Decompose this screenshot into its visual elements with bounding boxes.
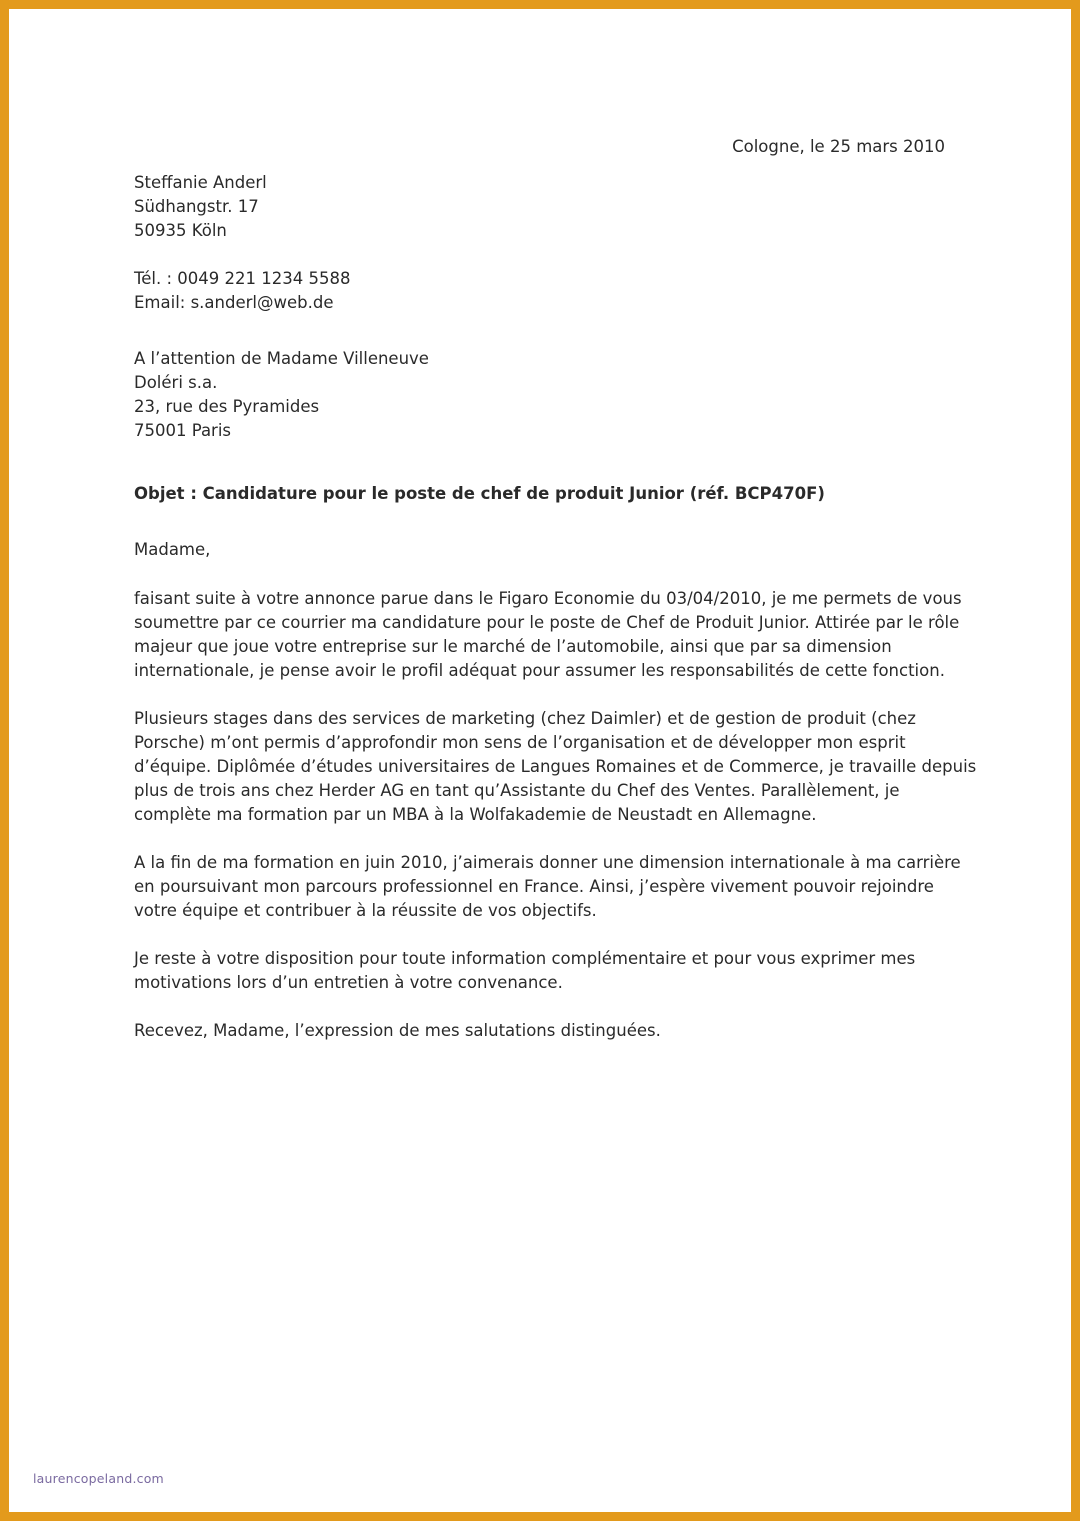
recipient-company: Doléri s.a. bbox=[134, 373, 218, 392]
paragraph-line: majeur que joue votre entreprise sur le marché de l’automobile, ainsi que par sa dimension bbox=[134, 637, 892, 656]
paragraph-line: Plusieurs stages dans des services de marketing (chez Daimler) et de gestion de produit (chez bbox=[134, 709, 916, 728]
sender-street: Südhangstr. 17 bbox=[134, 197, 259, 216]
sender-phone: Tél. : 0049 221 1234 5588 bbox=[134, 269, 351, 288]
sender-city: 50935 Köln bbox=[134, 221, 227, 240]
paragraph-2 bbox=[134, 707, 976, 827]
letter-salutation: Madame, bbox=[134, 540, 211, 559]
paragraph-line: en poursuivant mon parcours professionnel en France. Ainsi, j’espère vivement pouvoir rejoindre bbox=[134, 877, 934, 896]
sender-contact bbox=[134, 267, 351, 315]
sender-email: Email: s.anderl@web.de bbox=[134, 293, 334, 312]
paragraph-line: complète ma formation par un MBA à la Wolfakademie de Neustadt en Allemagne. bbox=[134, 805, 817, 824]
letter-date: Cologne, le 25 mars 2010 bbox=[732, 137, 945, 156]
paragraph-line: plus de trois ans chez Herder AG en tant qu’Assistante du Chef des Ventes. Parallèlement, je bbox=[134, 781, 900, 800]
paragraph-line: faisant suite à votre annonce parue dans le Figaro Economie du 03/04/2010, je me permets de vous bbox=[134, 589, 962, 608]
recipient-address bbox=[134, 347, 429, 443]
watermark: laurencopeland.com bbox=[33, 1471, 164, 1486]
paragraph-line: A la fin de ma formation en juin 2010, j’aimerais donner une dimension internationale à ma carrière bbox=[134, 853, 961, 872]
paragraph-line: internationale, je pense avoir le profil adéquat pour assumer les responsabilités de cette fonction. bbox=[134, 661, 945, 680]
paragraph-line: soumettre par ce courrier ma candidature pour le poste de Chef de Produit Junior. Attirée par le rôle bbox=[134, 613, 960, 632]
paragraph-line: votre équipe et contribuer à la réussite de vos objectifs. bbox=[134, 901, 597, 920]
sender-name: Steffanie Anderl bbox=[134, 173, 267, 192]
paragraph-1 bbox=[134, 587, 962, 683]
paragraph-4 bbox=[134, 947, 915, 995]
recipient-attention: A l’attention de Madame Villeneuve bbox=[134, 349, 429, 368]
paragraph-line: motivations lors d’un entretien à votre convenance. bbox=[134, 973, 563, 992]
paragraph-line: Porsche) m’ont permis d’approfondir mon sens de l’organisation et de développer mon esprit bbox=[134, 733, 906, 752]
paragraph-line: Je reste à votre disposition pour toute information complémentaire et pour vous exprimer mes bbox=[134, 949, 916, 968]
sender-address bbox=[134, 171, 267, 243]
letter-subject: Objet : Candidature pour le poste de chef de produit Junior (réf. BCP470F) bbox=[134, 484, 825, 503]
paragraph-line: d’équipe. Diplômée d’études universitaires de Langues Romaines et de Commerce, je travaille depuis bbox=[134, 757, 977, 776]
recipient-street: 23, rue des Pyramides bbox=[134, 397, 320, 416]
recipient-city: 75001 Paris bbox=[134, 421, 232, 440]
paragraph-3 bbox=[134, 851, 961, 923]
letter-closing: Recevez, Madame, l’expression de mes salutations distinguées. bbox=[134, 1021, 661, 1040]
